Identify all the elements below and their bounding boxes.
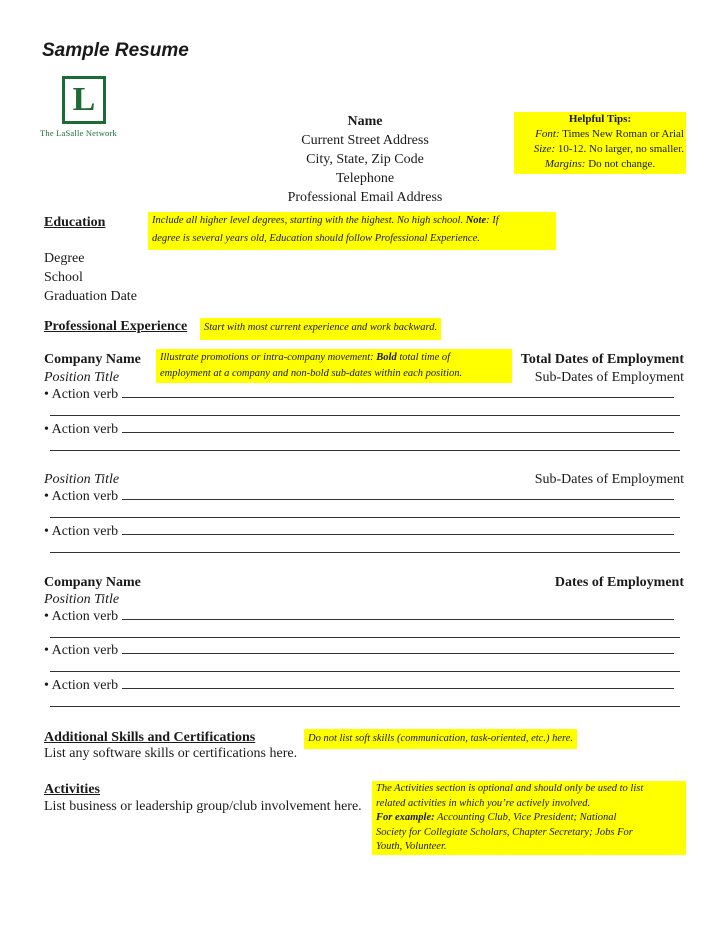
contact-city: City, State, Zip Code (306, 152, 424, 167)
education-details (44, 249, 137, 306)
continuation-line (44, 405, 680, 421)
experience-dates-note: Illustrate promotions or intra-company movement: Bold total time of employment at a company and non-bold sub-dates within each position. (156, 349, 512, 383)
total-dates-1: Total Dates of Employment (520, 352, 684, 367)
sub-dates-1: Sub-Dates of Employment (534, 370, 684, 385)
dates-of-employment: Dates of Employment (554, 575, 684, 590)
experience-heading: Professional Experience (44, 319, 188, 334)
contact-street: Current Street Address (301, 133, 429, 148)
company-name-1: Company Name (44, 352, 141, 367)
continuation-line (44, 440, 680, 456)
contact-name: Name (347, 114, 383, 129)
page-title: Sample Resume (42, 40, 189, 61)
continuation-line (44, 507, 680, 523)
contact-block (230, 112, 500, 207)
bullet-line: • Action verb (44, 422, 680, 438)
degree-label: Degree (44, 251, 85, 266)
experience-note: Start with most current experience and work backward. (200, 318, 441, 340)
bullet-line: • Action verb (44, 489, 680, 505)
continuation-line (44, 661, 680, 677)
continuation-line (44, 542, 680, 558)
bullet-line: • Action verb (44, 524, 680, 540)
tips-margins: Margins: Do not change. (544, 158, 656, 170)
logo-text: The LaSalle Network (40, 128, 117, 138)
contact-email: Professional Email Address (287, 190, 443, 205)
bullet-line: • Action verb (44, 643, 680, 659)
company-name-2: Company Name (44, 575, 141, 590)
graduation-date-label: Graduation Date (44, 289, 137, 304)
bullet-line: • Action verb (44, 387, 680, 403)
logo-mark: L (62, 76, 106, 124)
position-title-2: Position Title (44, 472, 120, 487)
bullet-line: • Action verb (44, 609, 680, 625)
skills-text: List any software skills or certifications here. (44, 746, 298, 761)
position-title-3: Position Title (44, 592, 120, 607)
tips-heading: Helpful Tips: (568, 113, 632, 125)
tips-size: Size: 10-12. No larger, no smaller. (533, 143, 684, 155)
tips-font: Font: Times New Roman or Arial (535, 128, 684, 140)
company-logo (40, 76, 135, 138)
activities-text: List business or leadership group/club involvement here. (44, 799, 362, 814)
helpful-tips-box (514, 112, 686, 174)
continuation-line (44, 696, 680, 712)
bullet-line: • Action verb (44, 678, 680, 694)
school-label: School (44, 270, 83, 285)
skills-heading: Additional Skills and Certifications (44, 730, 256, 745)
activities-heading: Activities (44, 782, 100, 797)
continuation-line (44, 627, 680, 643)
position-title-1: Position Title (44, 370, 120, 385)
skills-note: Do not list soft skills (communication, task-oriented, etc.) here. (304, 729, 577, 749)
sub-dates-2: Sub-Dates of Employment (534, 472, 684, 487)
activities-note: The Activities section is optional and should only be used to list related activities in which you’re actively involved. For example: Accounting Club, Vice President; National Society for Collegiate Scholars, Chapter Secretary; Jobs For Youth, Volunteer. (372, 781, 686, 855)
education-heading: Education (44, 215, 106, 230)
contact-phone: Telephone (335, 171, 395, 186)
education-note: Include all higher level degrees, starting with the highest. No high school. Note: If degree is several years old, Education should follow Professional Experience. (148, 212, 556, 250)
